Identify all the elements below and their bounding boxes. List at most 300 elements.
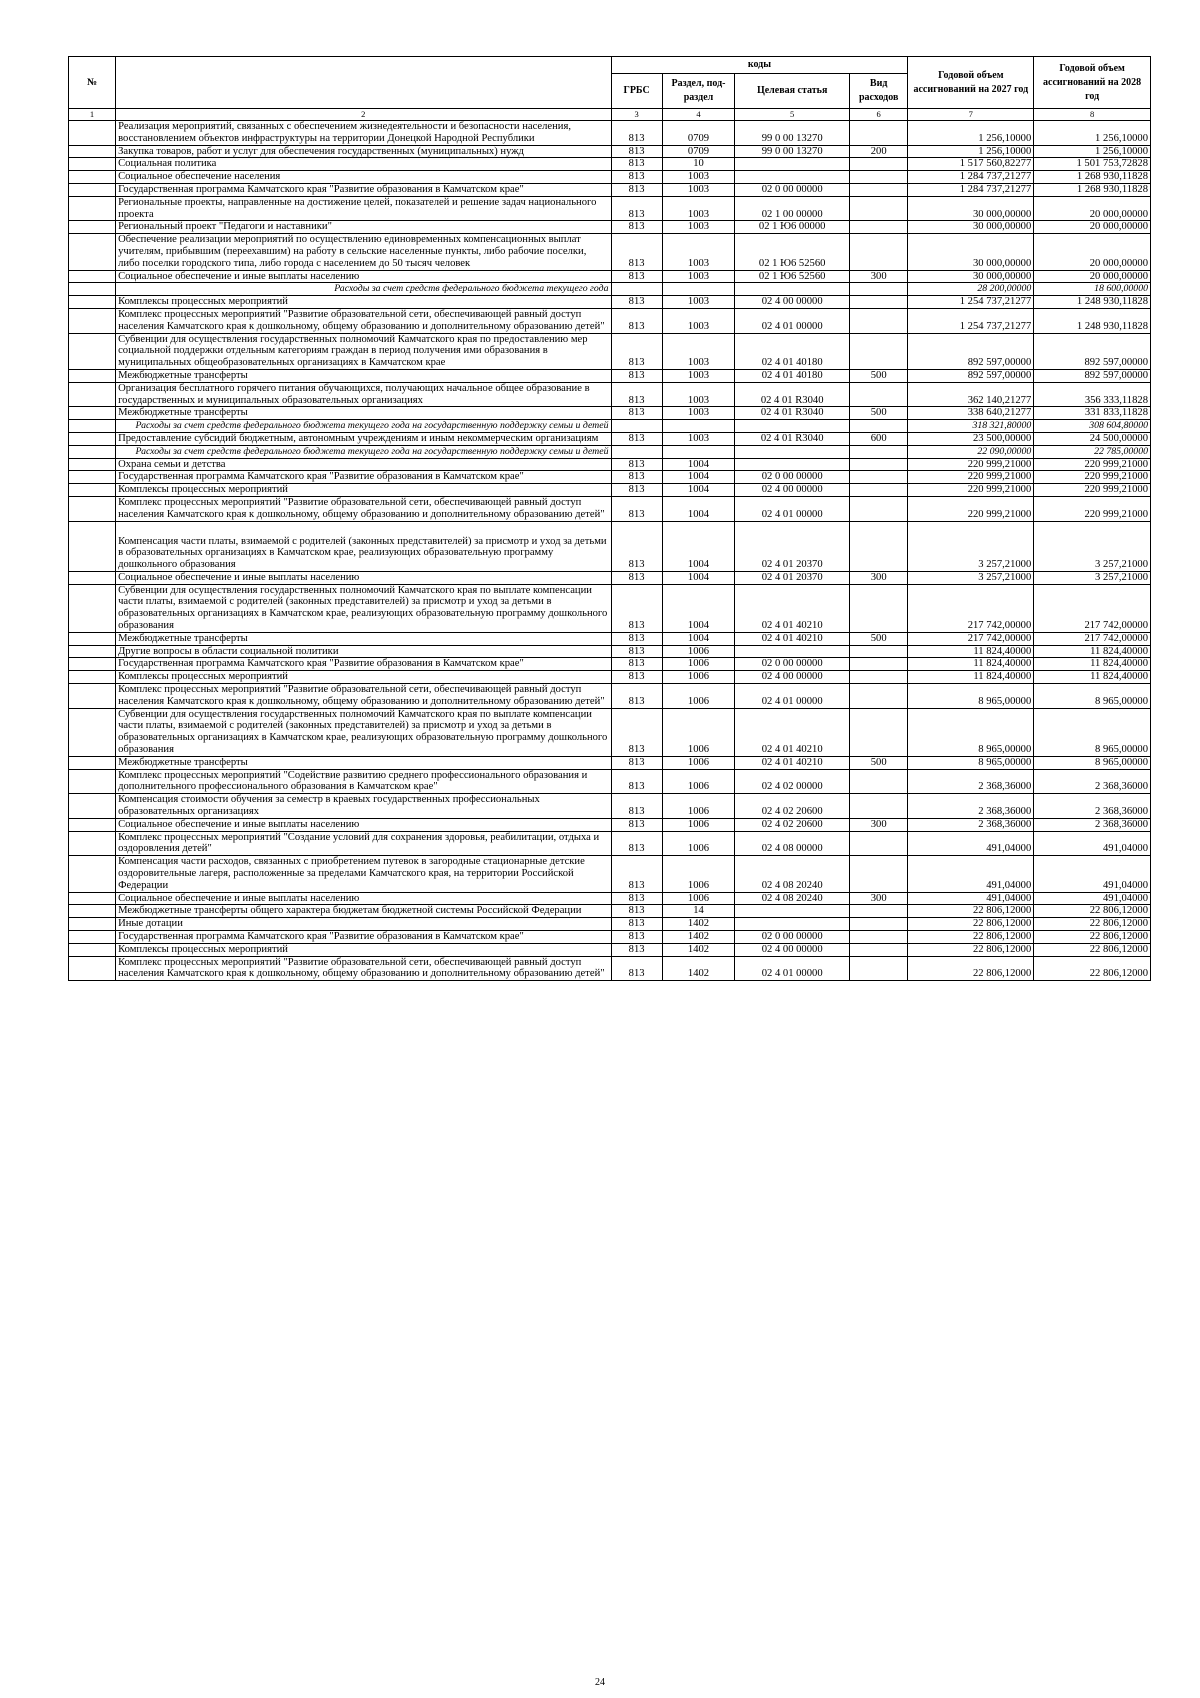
cell-amount-2027: 30 000,00000 — [908, 221, 1034, 234]
table-row — [69, 769, 1151, 794]
cell-amount-2028: 2 368,36000 — [1034, 794, 1151, 819]
cell-grbs: 813 — [611, 756, 662, 769]
cell-expense-type — [849, 584, 907, 632]
table-row — [69, 496, 1151, 521]
cell-target-article: 02 4 02 20600 — [735, 818, 850, 831]
table-row — [69, 407, 1151, 420]
table-row — [69, 856, 1151, 892]
cell-num — [69, 684, 116, 709]
cell-amount-2027: 1 254 737,21277 — [908, 308, 1034, 333]
cell-grbs: 813 — [611, 521, 662, 571]
cell-target-article: 02 4 02 20600 — [735, 794, 850, 819]
cell-amount-2028: 1 268 930,11828 — [1034, 183, 1151, 196]
cell-amount-2027: 3 257,21000 — [908, 571, 1034, 584]
cell-num — [69, 270, 116, 283]
cell-num — [69, 671, 116, 684]
cell-target-article: 02 4 08 00000 — [735, 831, 850, 856]
table-row — [69, 196, 1151, 221]
cell-expense-type — [849, 956, 907, 981]
cell-grbs: 813 — [611, 818, 662, 831]
cell-amount-2028: 1 256,10000 — [1034, 145, 1151, 158]
table-row — [69, 905, 1151, 918]
cell-name: Обеспечение реализации мероприятий по осуществлению единовременных компенсационных выплат учителям, прибывшим (переехавшим) на работу в сельские населенные пункты, либо рабочие поселки, либо поселки городского типа, либо города с населением до 50 тысяч человек — [116, 234, 611, 270]
cell-amount-2028: 331 833,11828 — [1034, 407, 1151, 420]
cell-section — [662, 420, 735, 433]
header-num: № — [69, 57, 116, 109]
cell-name: Комплекс процессных мероприятий "Создание условий для сохранения здоровья, реабилитации, отдыха и оздоровления детей" — [116, 831, 611, 856]
cell-expense-type — [849, 283, 907, 296]
table-row — [69, 171, 1151, 184]
cell-num — [69, 905, 116, 918]
cell-section: 1004 — [662, 458, 735, 471]
cell-name: Государственная программа Камчатского края "Развитие образования в Камчатском крае" — [116, 658, 611, 671]
cell-target-article: 02 1 Ю6 52560 — [735, 270, 850, 283]
cell-target-article — [735, 420, 850, 433]
cell-expense-type — [849, 420, 907, 433]
cell-num — [69, 584, 116, 632]
table-row — [69, 943, 1151, 956]
cell-grbs: 813 — [611, 632, 662, 645]
cell-num — [69, 445, 116, 458]
table-row — [69, 158, 1151, 171]
cell-grbs: 813 — [611, 831, 662, 856]
cell-amount-2027: 22 090,00000 — [908, 445, 1034, 458]
cell-num — [69, 234, 116, 270]
cell-num — [69, 769, 116, 794]
cell-target-article: 02 4 08 20240 — [735, 856, 850, 892]
cell-target-article: 02 0 00 00000 — [735, 183, 850, 196]
cell-section: 1004 — [662, 484, 735, 497]
cell-num — [69, 756, 116, 769]
cell-target-article: 02 1 Ю6 52560 — [735, 234, 850, 270]
cell-amount-2028: 356 333,11828 — [1034, 382, 1151, 407]
cell-grbs: 813 — [611, 296, 662, 309]
cell-target-article: 99 0 00 13270 — [735, 145, 850, 158]
cell-expense-type — [849, 458, 907, 471]
table-row — [69, 831, 1151, 856]
cell-name: Государственная программа Камчатского края "Развитие образования в Камчатском крае" — [116, 183, 611, 196]
cell-num — [69, 171, 116, 184]
table-row — [69, 684, 1151, 709]
cell-grbs: 813 — [611, 234, 662, 270]
cell-target-article — [735, 158, 850, 171]
cell-amount-2027: 362 140,21277 — [908, 382, 1034, 407]
cell-grbs: 813 — [611, 432, 662, 445]
cell-amount-2028: 217 742,00000 — [1034, 584, 1151, 632]
cell-name: Государственная программа Камчатского края "Развитие образования в Камчатском крае" — [116, 931, 611, 944]
cell-name: Другие вопросы в области социальной политики — [116, 645, 611, 658]
cell-section: 1003 — [662, 221, 735, 234]
table-row — [69, 382, 1151, 407]
cell-grbs: 813 — [611, 496, 662, 521]
cell-num — [69, 308, 116, 333]
cell-amount-2028: 1 256,10000 — [1034, 121, 1151, 146]
cell-num — [69, 658, 116, 671]
cell-amount-2027: 22 806,12000 — [908, 956, 1034, 981]
cell-name: Региональные проекты, направленные на достижение целей, показателей и решение задач национального проекта — [116, 196, 611, 221]
header-codes: коды — [611, 57, 908, 74]
cell-name: Комплекс процессных мероприятий "Содействие развитию среднего профессионального образования и дополнительного профессионального образования в Камчатском крае" — [116, 769, 611, 794]
budget-table-container — [68, 56, 1151, 981]
cell-amount-2027: 22 806,12000 — [908, 918, 1034, 931]
cell-amount-2028: 22 806,12000 — [1034, 931, 1151, 944]
cell-target-article: 99 0 00 13270 — [735, 121, 850, 146]
cell-expense-type — [849, 471, 907, 484]
cell-section: 1004 — [662, 521, 735, 571]
cell-target-article — [735, 458, 850, 471]
cell-amount-2028: 20 000,00000 — [1034, 196, 1151, 221]
cell-num — [69, 892, 116, 905]
cell-amount-2028: 11 824,40000 — [1034, 658, 1151, 671]
column-numbers-row — [69, 109, 1151, 121]
cell-section: 1003 — [662, 333, 735, 369]
cell-amount-2028: 1 248 930,11828 — [1034, 296, 1151, 309]
table-row — [69, 931, 1151, 944]
cell-amount-2028: 22 806,12000 — [1034, 905, 1151, 918]
cell-amount-2028: 2 368,36000 — [1034, 818, 1151, 831]
header-type: Вид расходов — [849, 74, 907, 109]
cell-num — [69, 632, 116, 645]
cell-expense-type — [849, 684, 907, 709]
cell-section: 1006 — [662, 671, 735, 684]
cell-expense-type — [849, 905, 907, 918]
cell-num — [69, 645, 116, 658]
cell-name: Комплексы процессных мероприятий — [116, 671, 611, 684]
cell-grbs: 813 — [611, 571, 662, 584]
cell-num — [69, 471, 116, 484]
cell-amount-2027: 8 965,00000 — [908, 756, 1034, 769]
cell-num — [69, 831, 116, 856]
cell-section: 1004 — [662, 471, 735, 484]
cell-section: 1006 — [662, 658, 735, 671]
cell-section: 1006 — [662, 769, 735, 794]
cell-amount-2027: 8 965,00000 — [908, 684, 1034, 709]
cell-num — [69, 283, 116, 296]
cell-target-article: 02 0 00 00000 — [735, 658, 850, 671]
cell-grbs: 813 — [611, 905, 662, 918]
cell-num — [69, 369, 116, 382]
cell-grbs: 813 — [611, 382, 662, 407]
page-number: 24 — [595, 1677, 605, 1688]
cell-section: 1004 — [662, 584, 735, 632]
cell-target-article: 02 4 01 00000 — [735, 496, 850, 521]
cell-grbs: 813 — [611, 196, 662, 221]
cell-target-article: 02 4 01 00000 — [735, 684, 850, 709]
cell-expense-type — [849, 382, 907, 407]
cell-amount-2028: 491,04000 — [1034, 856, 1151, 892]
cell-expense-type — [849, 931, 907, 944]
cell-amount-2027: 22 806,12000 — [908, 931, 1034, 944]
cell-target-article: 02 4 00 00000 — [735, 296, 850, 309]
cell-name: Комплекс процессных мероприятий "Развитие образовательной сети, обеспечивающей равный доступ населения Камчатского края к дошкольному, общему образованию и дополнительному образованию детей" — [116, 308, 611, 333]
cell-expense-type: 500 — [849, 632, 907, 645]
cell-target-article: 02 0 00 00000 — [735, 471, 850, 484]
table-row — [69, 756, 1151, 769]
cell-target-article — [735, 645, 850, 658]
cell-section: 1006 — [662, 794, 735, 819]
cell-grbs — [611, 283, 662, 296]
cell-num — [69, 484, 116, 497]
cell-amount-2027: 30 000,00000 — [908, 196, 1034, 221]
column-number: 5 — [735, 109, 850, 121]
cell-amount-2027: 220 999,21000 — [908, 496, 1034, 521]
cell-name: Компенсация стоимости обучения за семестр в краевых государственных профессиональных образовательных организациях — [116, 794, 611, 819]
cell-amount-2027: 2 368,36000 — [908, 769, 1034, 794]
table-row — [69, 458, 1151, 471]
cell-expense-type — [849, 158, 907, 171]
cell-grbs: 813 — [611, 794, 662, 819]
cell-section: 1006 — [662, 708, 735, 756]
cell-section: 1006 — [662, 831, 735, 856]
cell-amount-2028: 11 824,40000 — [1034, 671, 1151, 684]
cell-target-article: 02 4 01 40180 — [735, 333, 850, 369]
cell-name: Комплекс процессных мероприятий "Развитие образовательной сети, обеспечивающей равный доступ населения Камчатского края к дошкольному, общему образованию и дополнительному образованию детей" — [116, 956, 611, 981]
column-number: 6 — [849, 109, 907, 121]
cell-grbs: 813 — [611, 645, 662, 658]
cell-amount-2027: 220 999,21000 — [908, 458, 1034, 471]
cell-section: 1006 — [662, 818, 735, 831]
cell-expense-type — [849, 521, 907, 571]
cell-num — [69, 496, 116, 521]
cell-amount-2027: 220 999,21000 — [908, 484, 1034, 497]
cell-section: 1003 — [662, 183, 735, 196]
cell-num — [69, 407, 116, 420]
cell-num — [69, 333, 116, 369]
cell-name: Охрана семьи и детства — [116, 458, 611, 471]
cell-name: Компенсация части расходов, связанных с приобретением путевок в загородные стационарные детские оздоровительные лагеря, расположенные за пределами Камчатского края, на территории Российской Федерации — [116, 856, 611, 892]
cell-grbs: 813 — [611, 931, 662, 944]
cell-section: 14 — [662, 905, 735, 918]
cell-amount-2027: 491,04000 — [908, 856, 1034, 892]
cell-grbs: 813 — [611, 584, 662, 632]
cell-amount-2028: 24 500,00000 — [1034, 432, 1151, 445]
cell-expense-type — [849, 671, 907, 684]
cell-section: 1003 — [662, 432, 735, 445]
cell-target-article — [735, 918, 850, 931]
cell-grbs: 813 — [611, 892, 662, 905]
cell-target-article: 02 4 01 20370 — [735, 571, 850, 584]
cell-section: 1402 — [662, 943, 735, 956]
cell-target-article: 02 4 01 R3040 — [735, 382, 850, 407]
cell-section: 1003 — [662, 296, 735, 309]
cell-amount-2027: 1 284 737,21277 — [908, 171, 1034, 184]
cell-target-article: 02 1 00 00000 — [735, 196, 850, 221]
column-number: 4 — [662, 109, 735, 121]
cell-grbs: 813 — [611, 369, 662, 382]
cell-section: 1003 — [662, 369, 735, 382]
header-grbs: ГРБС — [611, 74, 662, 109]
cell-grbs — [611, 445, 662, 458]
cell-grbs: 813 — [611, 671, 662, 684]
cell-section: 1006 — [662, 892, 735, 905]
cell-amount-2028: 22 806,12000 — [1034, 918, 1151, 931]
table-row — [69, 818, 1151, 831]
cell-amount-2028: 20 000,00000 — [1034, 234, 1151, 270]
cell-amount-2028: 217 742,00000 — [1034, 632, 1151, 645]
cell-amount-2028: 20 000,00000 — [1034, 270, 1151, 283]
header-name — [116, 57, 611, 109]
cell-amount-2028: 892 597,00000 — [1034, 369, 1151, 382]
cell-section: 1004 — [662, 632, 735, 645]
cell-target-article: 02 4 01 40210 — [735, 756, 850, 769]
table-row — [69, 296, 1151, 309]
cell-section — [662, 445, 735, 458]
cell-target-article: 02 1 Ю6 00000 — [735, 221, 850, 234]
cell-target-article: 02 0 00 00000 — [735, 931, 850, 944]
cell-amount-2027: 2 368,36000 — [908, 794, 1034, 819]
cell-section: 1402 — [662, 918, 735, 931]
cell-section: 1003 — [662, 407, 735, 420]
cell-name: Предоставление субсидий бюджетным, автономным учреждениям и иным некоммерческим организациям — [116, 432, 611, 445]
cell-num — [69, 458, 116, 471]
table-row — [69, 445, 1151, 458]
cell-section: 1006 — [662, 756, 735, 769]
cell-name: Расходы за счет средств федерального бюджета текущего года — [116, 283, 611, 296]
table-row — [69, 521, 1151, 571]
cell-num — [69, 943, 116, 956]
cell-grbs: 813 — [611, 308, 662, 333]
table-body — [69, 121, 1151, 981]
cell-amount-2027: 338 640,21277 — [908, 407, 1034, 420]
cell-expense-type — [849, 645, 907, 658]
cell-amount-2027: 3 257,21000 — [908, 521, 1034, 571]
cell-amount-2028: 892 597,00000 — [1034, 333, 1151, 369]
cell-target-article: 02 4 01 40210 — [735, 584, 850, 632]
cell-amount-2028: 20 000,00000 — [1034, 221, 1151, 234]
cell-target-article: 02 4 01 20370 — [735, 521, 850, 571]
cell-section: 1006 — [662, 645, 735, 658]
cell-grbs: 813 — [611, 221, 662, 234]
cell-target-article: 02 4 08 20240 — [735, 892, 850, 905]
cell-amount-2028: 3 257,21000 — [1034, 521, 1151, 571]
cell-name: Межбюджетные трансферты общего характера бюджетам бюджетной системы Российской Федерации — [116, 905, 611, 918]
cell-name: Организация бесплатного горячего питания обучающихся, получающих начальное общее образование в государственных и муниципальных образовательных организациях — [116, 382, 611, 407]
cell-amount-2028: 22 806,12000 — [1034, 943, 1151, 956]
cell-expense-type — [849, 121, 907, 146]
cell-num — [69, 918, 116, 931]
cell-amount-2028: 8 965,00000 — [1034, 708, 1151, 756]
cell-target-article — [735, 171, 850, 184]
cell-grbs: 813 — [611, 458, 662, 471]
table-row — [69, 333, 1151, 369]
table-row — [69, 584, 1151, 632]
table-row — [69, 221, 1151, 234]
cell-target-article — [735, 283, 850, 296]
cell-num — [69, 196, 116, 221]
cell-name: Комплексы процессных мероприятий — [116, 943, 611, 956]
cell-expense-type — [849, 658, 907, 671]
cell-name: Комплекс процессных мероприятий "Развитие образовательной сети, обеспечивающей равный доступ населения Камчатского края к дошкольному, общему образованию и дополнительному образованию детей" — [116, 684, 611, 709]
cell-amount-2027: 217 742,00000 — [908, 632, 1034, 645]
cell-amount-2028: 220 999,21000 — [1034, 496, 1151, 521]
cell-amount-2027: 491,04000 — [908, 831, 1034, 856]
cell-section — [662, 283, 735, 296]
cell-amount-2027: 22 806,12000 — [908, 943, 1034, 956]
cell-amount-2027: 491,04000 — [908, 892, 1034, 905]
cell-section: 1003 — [662, 270, 735, 283]
table-row — [69, 571, 1151, 584]
cell-num — [69, 221, 116, 234]
cell-expense-type: 500 — [849, 756, 907, 769]
cell-num — [69, 708, 116, 756]
cell-amount-2028: 8 965,00000 — [1034, 756, 1151, 769]
cell-num — [69, 296, 116, 309]
cell-section: 0709 — [662, 121, 735, 146]
table-row — [69, 270, 1151, 283]
cell-target-article — [735, 905, 850, 918]
cell-grbs: 813 — [611, 171, 662, 184]
cell-expense-type — [849, 196, 907, 221]
cell-section: 1006 — [662, 684, 735, 709]
cell-amount-2028: 18 600,00000 — [1034, 283, 1151, 296]
cell-section: 1402 — [662, 956, 735, 981]
cell-num — [69, 571, 116, 584]
cell-amount-2028: 8 965,00000 — [1034, 684, 1151, 709]
cell-expense-type — [849, 445, 907, 458]
column-number: 1 — [69, 109, 116, 121]
table-row — [69, 484, 1151, 497]
cell-expense-type — [849, 831, 907, 856]
cell-name: Социальное обеспечение и иные выплаты населению — [116, 571, 611, 584]
cell-amount-2028: 1 268 930,11828 — [1034, 171, 1151, 184]
cell-expense-type — [849, 794, 907, 819]
cell-section: 1003 — [662, 382, 735, 407]
cell-amount-2027: 220 999,21000 — [908, 471, 1034, 484]
cell-num — [69, 931, 116, 944]
table-row — [69, 658, 1151, 671]
cell-expense-type — [849, 171, 907, 184]
cell-expense-type — [849, 856, 907, 892]
cell-expense-type: 600 — [849, 432, 907, 445]
cell-grbs: 813 — [611, 471, 662, 484]
cell-grbs: 813 — [611, 145, 662, 158]
cell-grbs: 813 — [611, 183, 662, 196]
cell-amount-2027: 23 500,00000 — [908, 432, 1034, 445]
cell-amount-2028: 220 999,21000 — [1034, 471, 1151, 484]
cell-expense-type: 300 — [849, 571, 907, 584]
cell-amount-2027: 1 254 737,21277 — [908, 296, 1034, 309]
cell-section: 1003 — [662, 308, 735, 333]
cell-grbs: 813 — [611, 918, 662, 931]
cell-name: Региональный проект "Педагоги и наставники" — [116, 221, 611, 234]
cell-amount-2028: 491,04000 — [1034, 892, 1151, 905]
cell-expense-type — [849, 333, 907, 369]
cell-name: Комплексы процессных мероприятий — [116, 484, 611, 497]
cell-amount-2027: 30 000,00000 — [908, 234, 1034, 270]
column-number: 7 — [908, 109, 1034, 121]
cell-grbs: 813 — [611, 407, 662, 420]
cell-expense-type: 300 — [849, 818, 907, 831]
cell-section: 1402 — [662, 931, 735, 944]
cell-expense-type: 200 — [849, 145, 907, 158]
cell-num — [69, 956, 116, 981]
cell-section: 0709 — [662, 145, 735, 158]
cell-grbs: 813 — [611, 943, 662, 956]
cell-section: 1006 — [662, 856, 735, 892]
cell-num — [69, 121, 116, 146]
cell-num — [69, 183, 116, 196]
table-row — [69, 632, 1151, 645]
cell-num — [69, 158, 116, 171]
table-row — [69, 471, 1151, 484]
cell-expense-type: 300 — [849, 270, 907, 283]
cell-grbs: 813 — [611, 856, 662, 892]
table-row — [69, 956, 1151, 981]
cell-amount-2027: 28 200,00000 — [908, 283, 1034, 296]
cell-name: Иные дотации — [116, 918, 611, 931]
cell-section: 10 — [662, 158, 735, 171]
cell-amount-2027: 1 256,10000 — [908, 145, 1034, 158]
